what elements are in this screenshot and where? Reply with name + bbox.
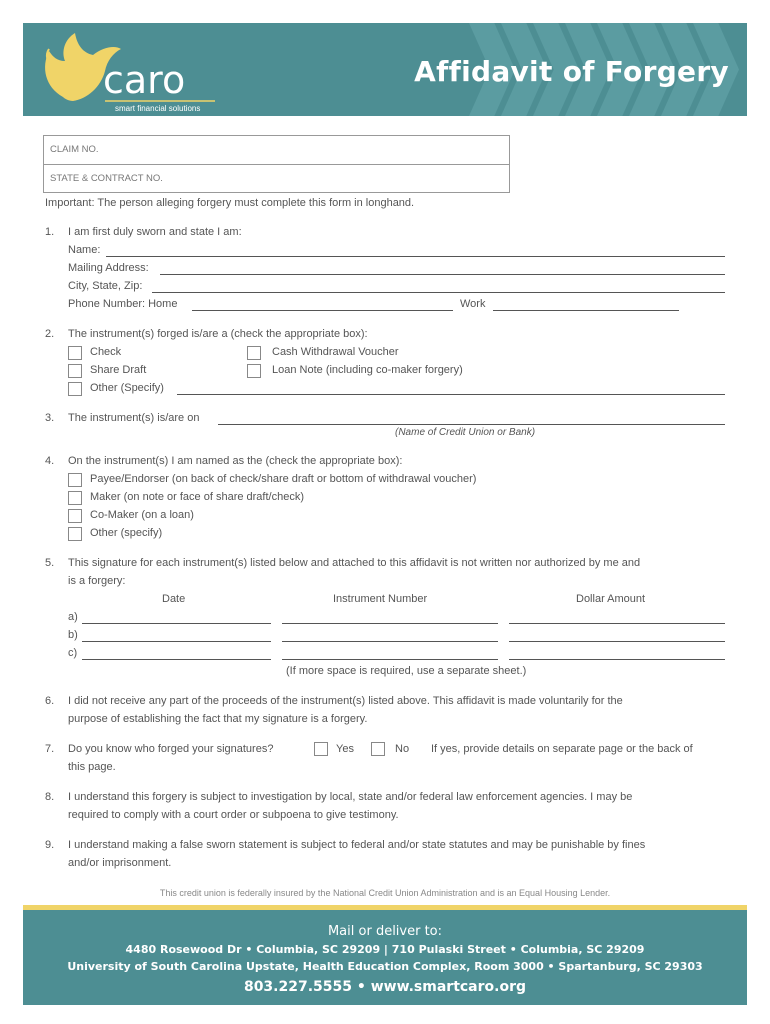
other-instrument-label: Other (Specify) xyxy=(90,382,164,394)
section-number: 3. xyxy=(45,412,55,424)
address-line-2: University of South Carolina Upstate, Health Education Complex, Room 3000 • Spartanburg, SC 29303 xyxy=(67,960,703,973)
state-contract-number-field[interactable]: STATE & CONTRACT NO. xyxy=(44,164,509,193)
instrument-number-column-header: Instrument Number xyxy=(333,593,428,605)
institution-name-line[interactable] xyxy=(218,424,725,425)
loan-note-checkbox[interactable] xyxy=(247,364,261,378)
city-state-zip-label: City, State, Zip: xyxy=(68,280,143,292)
name-label: Name: xyxy=(68,244,101,256)
loan-note-label: Loan Note (including co-maker forgery) xyxy=(272,364,463,376)
section-9-text-line1: I understand making a false sworn statement is subject to federal and/or state statutes and may be punishable by fines xyxy=(68,839,646,851)
document-title: Affidavit of Forgery xyxy=(414,55,729,88)
section-1-text: I am first duly sworn and state I am: xyxy=(68,226,242,238)
caro-logo xyxy=(35,27,235,113)
row-c-amount-line[interactable] xyxy=(509,659,725,660)
claim-number-field[interactable]: CLAIM NO. xyxy=(50,144,99,155)
cash-withdrawal-label: Cash Withdrawal Voucher xyxy=(272,346,399,358)
section-6-text-line1: I did not receive any part of the proceeds of the instrument(s) listed above. This affidavit is made voluntarily for the xyxy=(68,695,623,707)
city-state-zip-line[interactable] xyxy=(152,292,725,293)
other-instrument-checkbox[interactable] xyxy=(68,382,82,396)
section-7-question: Do you know who forged your signatures? xyxy=(68,743,274,755)
section-5-text-line2: is a forgery: xyxy=(68,575,126,587)
row-c-instrument-line[interactable] xyxy=(282,659,498,660)
row-a-amount-line[interactable] xyxy=(509,623,725,624)
phone-work-line[interactable] xyxy=(493,310,679,311)
maker-checkbox[interactable] xyxy=(68,491,82,505)
address-line-1: 4480 Rosewood Dr • Columbia, SC 29209 | 710 Pulaski Street • Columbia, SC 29209 xyxy=(125,943,645,956)
section-2-text: The instrument(s) forged is/are a (check the appropriate box): xyxy=(68,328,368,340)
section-number: 7. xyxy=(45,743,55,755)
name-line[interactable] xyxy=(106,256,725,257)
dollar-amount-column-header: Dollar Amount xyxy=(576,593,646,605)
yes-checkbox[interactable] xyxy=(314,742,328,756)
phone-home-label: Phone Number: Home xyxy=(68,298,178,310)
section-4-text: On the instrument(s) I am named as the (check the appropriate box): xyxy=(68,455,403,467)
claim-info-box xyxy=(43,135,510,193)
check-label: Check xyxy=(90,346,122,358)
other-role-label: Other (specify) xyxy=(90,527,163,539)
row-b-amount-line[interactable] xyxy=(509,641,725,642)
section-9-text-line2: and/or imprisonment. xyxy=(68,857,172,869)
row-b-label: b) xyxy=(68,629,78,641)
section-5-text-line1: This signature for each instrument(s) listed below and attached to this affidavit is not written nor authorized by me and xyxy=(68,557,641,569)
cash-withdrawal-checkbox[interactable] xyxy=(247,346,261,360)
check-checkbox[interactable] xyxy=(68,346,82,360)
svg-text:smart financial solutions: smart financial solutions xyxy=(115,104,201,113)
mail-heading: Mail or deliver to: xyxy=(327,924,443,939)
phone-home-line[interactable] xyxy=(192,310,453,311)
co-maker-label: Co-Maker (on a loan) xyxy=(90,509,194,521)
other-role-checkbox[interactable] xyxy=(68,527,82,541)
date-column-header: Date xyxy=(162,593,186,605)
share-draft-label: Share Draft xyxy=(90,364,147,376)
mailing-address-label: Mailing Address: xyxy=(68,262,149,274)
section-number: 9. xyxy=(45,839,55,851)
ncua-disclaimer: This credit union is federally insured by the National Credit Union Administration and is an Equal Housing Lender. xyxy=(159,888,611,898)
important-note: Important: The person alleging forgery must complete this form in longhand. xyxy=(45,197,415,209)
section-6-text-line2: purpose of establishing the fact that my signature is a forgery. xyxy=(68,713,368,725)
yes-label: Yes xyxy=(336,743,354,755)
section-number: 5. xyxy=(45,557,55,569)
extra-space-note: (If more space is required, use a separate sheet.) xyxy=(286,665,527,677)
row-b-instrument-line[interactable] xyxy=(282,641,498,642)
payee-label: Payee/Endorser (on back of check/share draft or bottom of withdrawal voucher) xyxy=(90,473,477,485)
row-a-date-line[interactable] xyxy=(82,623,271,624)
row-a-label: a) xyxy=(68,611,78,623)
institution-caption: (Name of Credit Union or Bank) xyxy=(395,427,536,438)
no-label: No xyxy=(395,743,410,755)
row-c-date-line[interactable] xyxy=(82,659,271,660)
svg-text:caro: caro xyxy=(103,58,186,102)
mail-delivery-box xyxy=(23,905,747,1005)
other-instrument-line[interactable] xyxy=(177,394,725,395)
row-a-instrument-line[interactable] xyxy=(282,623,498,624)
section-number: 6. xyxy=(45,695,55,707)
payee-checkbox[interactable] xyxy=(68,473,82,487)
header-banner xyxy=(23,23,747,116)
row-b-date-line[interactable] xyxy=(82,641,271,642)
share-draft-checkbox[interactable] xyxy=(68,364,82,378)
section-7-details: If yes, provide details on separate page or the back of xyxy=(431,743,693,755)
co-maker-checkbox[interactable] xyxy=(68,509,82,523)
section-8-text-line2: required to comply with a court order or subpoena to give testimony. xyxy=(68,809,399,821)
section-7-text-line2: this page. xyxy=(68,761,116,773)
section-number: 1. xyxy=(45,226,55,238)
phone-work-label: Work xyxy=(460,298,486,310)
section-3-text: The instrument(s) is/are on xyxy=(68,412,200,424)
section-number: 4. xyxy=(45,455,55,467)
section-8-text-line1: I understand this forgery is subject to investigation by local, state and/or federal law enforcement agencies. I may be xyxy=(68,791,633,803)
section-number: 2. xyxy=(45,328,55,340)
row-c-label: c) xyxy=(68,647,78,659)
no-checkbox[interactable] xyxy=(371,742,385,756)
contact-line: 803.227.5555 • www.smartcaro.org xyxy=(243,979,527,995)
maker-label: Maker (on note or face of share draft/check) xyxy=(90,491,304,503)
section-number: 8. xyxy=(45,791,55,803)
mailing-address-line[interactable] xyxy=(160,274,725,275)
